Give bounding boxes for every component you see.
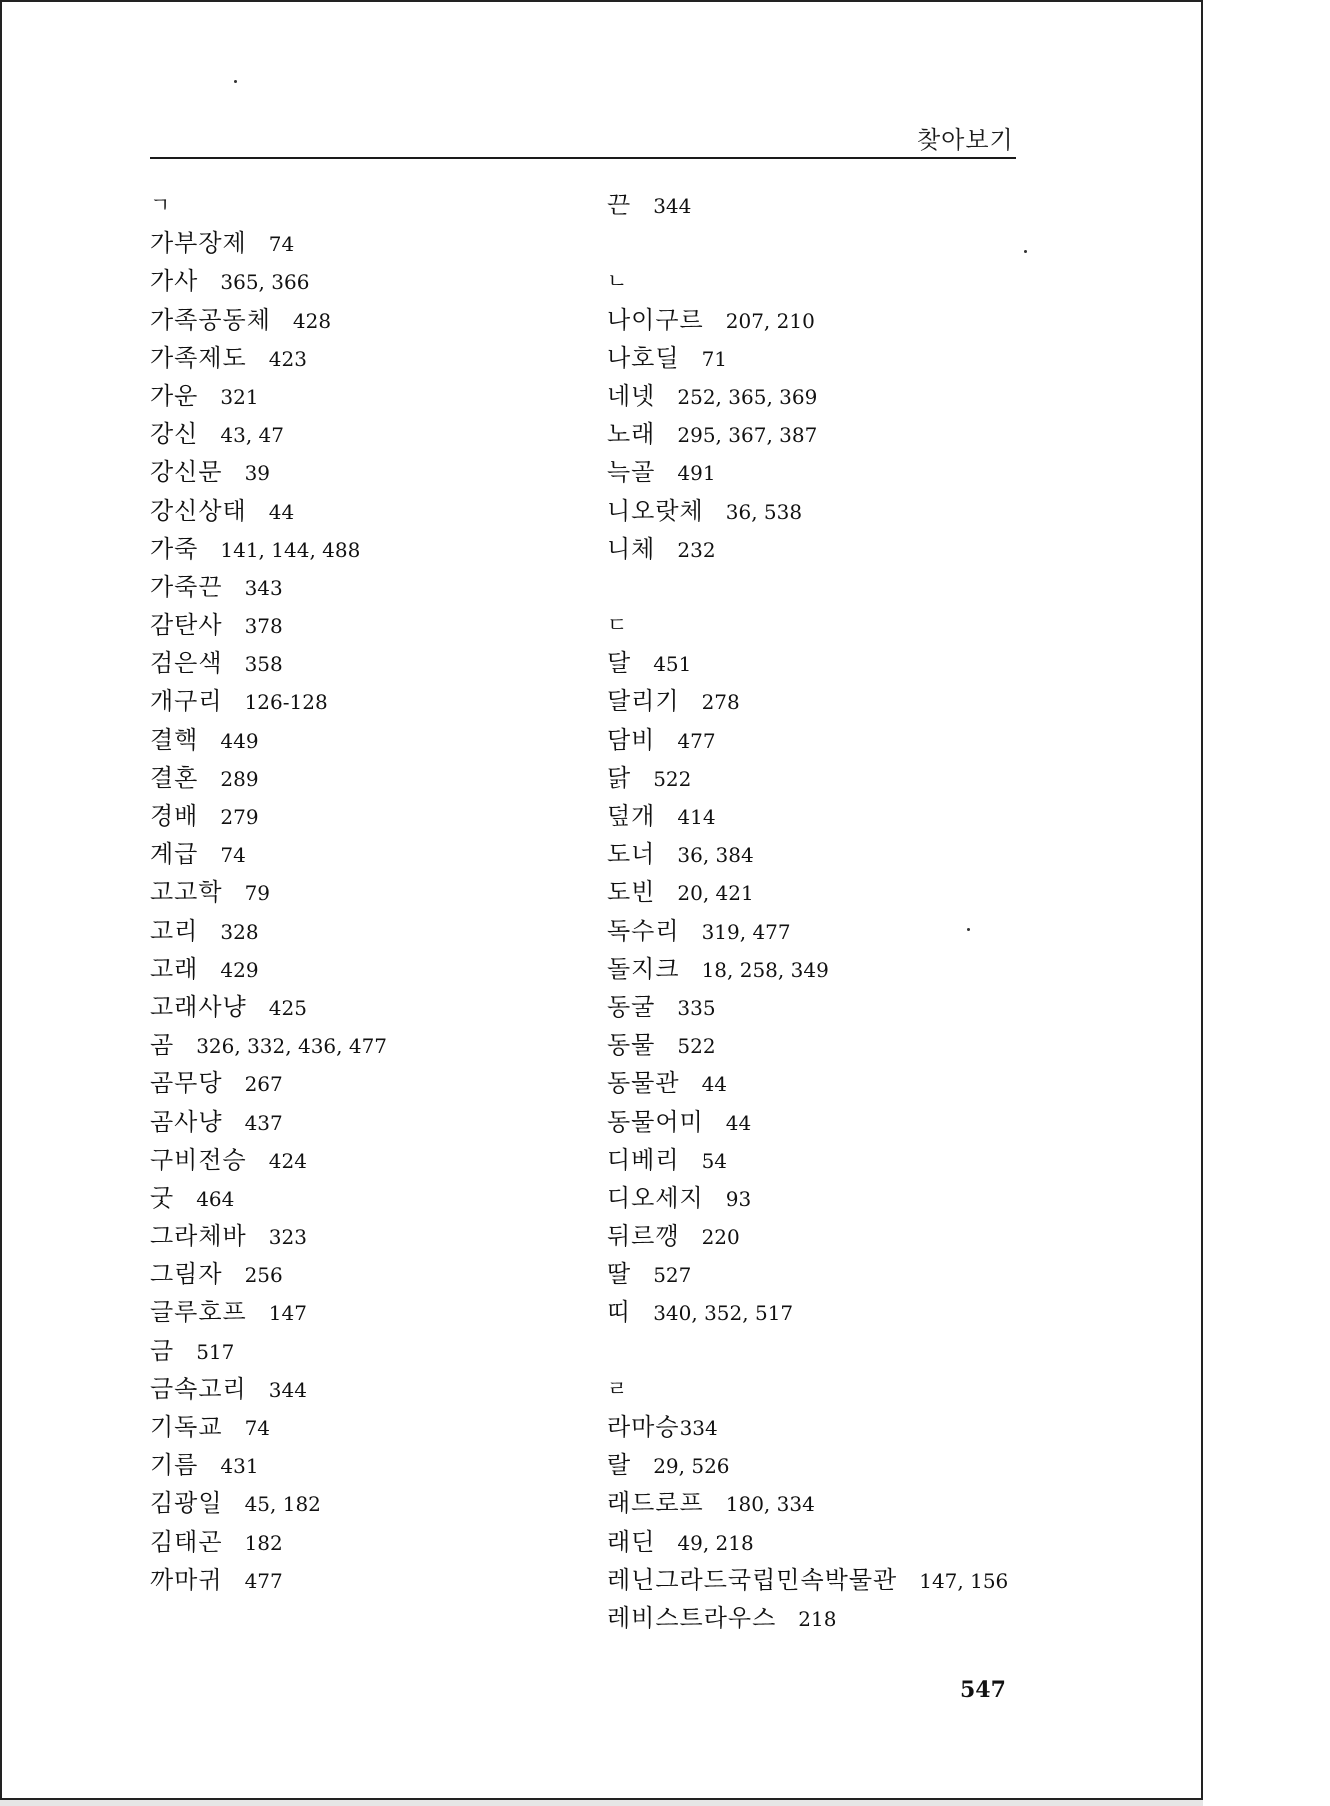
index-term: 고고학 [150,878,223,907]
index-entry [150,1255,630,1293]
index-page-refs: 45, 182 [244,1492,321,1517]
index-page-refs: 343 [244,575,283,600]
index-entry [607,644,1087,682]
index-page-refs: 334 [679,1416,718,1440]
index-page-refs: 207, 210 [725,308,815,333]
index-entry [150,1523,630,1561]
index-term: 그림자 [150,1260,223,1289]
index-page-refs: 414 [677,805,716,829]
index-page-refs: 267 [244,1072,283,1097]
index-entry [150,568,630,606]
index-page-refs: 39 [244,461,271,486]
index-term: 나이구르 [607,305,704,334]
index-page-refs: 423 [268,346,307,371]
index-term: 동물 [607,1031,656,1060]
index-entry [607,1217,1087,1255]
index-page-refs: 232 [677,537,716,562]
index-entry [607,1408,1087,1446]
index-term: 나호딜 [607,343,680,372]
index-term: 개구리 [150,687,223,716]
index-term: 끈 [607,191,632,219]
index-page-refs: 365, 366 [220,270,310,295]
index-term: 딸 [607,1260,632,1289]
index-entry [607,377,1087,415]
index-entry [607,1293,1087,1331]
index-page-refs: 477 [244,1568,283,1593]
index-page-refs: 431 [220,1454,259,1479]
index-term: 김태곤 [150,1527,223,1556]
index-term: 가사 [150,267,199,296]
index-entry [150,530,630,568]
index-entry [150,1026,630,1064]
index-page-refs: 378 [244,614,283,639]
index-term: 계급 [150,840,199,869]
index-page-refs: 220 [701,1225,740,1250]
index-term: 레닌그라드국립민속박물관 [607,1565,898,1594]
index-entry [607,1484,1087,1522]
index-page-refs: 491 [677,461,716,486]
index-page-refs: 252, 365, 369 [677,384,818,409]
index-entry [150,453,630,491]
index-entry [150,1561,630,1599]
index-page-refs: 451 [653,652,692,677]
index-term: 가족공동체 [150,305,271,334]
index-page-refs: 323 [268,1225,307,1250]
index-entry [150,721,630,759]
index-entry [150,1332,630,1370]
index-page-refs: 326, 332, 436, 477 [196,1034,388,1059]
index-term: 돌지크 [607,954,680,983]
page-edge [1203,0,1330,1806]
index-entry [607,988,1087,1026]
index-entry [607,415,1087,453]
index-entry [150,1408,630,1446]
index-term: 디베리 [607,1145,680,1174]
index-page-refs: 44 [268,499,295,524]
index-term: 띠 [607,1298,632,1327]
page-number: 547 [960,1677,1006,1703]
index-page-refs: 49, 218 [677,1530,754,1555]
index-entry [150,1217,630,1255]
index-entry [150,301,630,339]
index-entry [150,682,630,720]
index-page-refs: 449 [220,728,259,753]
index-entry [607,301,1087,339]
index-entry [607,530,1087,568]
index-term: 달 [607,649,632,678]
index-page-refs: 54 [701,1148,728,1173]
index-page-refs: 182 [244,1530,283,1555]
index-entry [607,1103,1087,1141]
index-entry [150,950,630,988]
index-term: 도너 [607,840,656,869]
index-term: 가부장제 [150,229,247,258]
index-page-refs: 218 [798,1606,837,1631]
index-term: 니체 [607,534,656,563]
index-page-refs: 20, 421 [677,881,754,906]
index-entry [607,797,1087,835]
index-page-refs: 428 [292,308,332,333]
index-section-letter [607,1370,1087,1408]
index-term: 감탄사 [150,611,223,640]
index-term: 동물관 [607,1069,680,1098]
index-entry [150,1293,630,1331]
index-entry [607,492,1087,530]
index-entry [150,1370,630,1408]
index-entry [150,1179,630,1217]
index-page-refs: 79 [244,881,271,906]
index-term: 라마승 [607,1413,680,1441]
index-page-refs: 425 [268,995,307,1020]
index-page-refs: 256 [244,1263,283,1288]
index-page-refs: 43, 47 [220,423,284,448]
index-entry [150,1484,630,1522]
index-page-refs: 344 [653,194,692,218]
index-term: 결핵 [150,725,199,754]
index-term: 가죽 [150,534,199,563]
index-entry [607,1026,1087,1064]
running-header-title: 찾아보기 [917,126,1014,154]
index-page-refs: 147 [268,1301,307,1326]
index-page-refs: 147, 156 [919,1568,1009,1593]
index-page-refs: 278 [701,690,740,715]
index-page-refs: 477 [677,728,716,753]
index-term: 래드로프 [607,1489,704,1518]
index-column-left [150,186,630,1599]
index-term: 까마귀 [150,1565,223,1594]
index-spacer [607,1332,1087,1370]
index-entry [607,721,1087,759]
index-entry [150,224,630,262]
index-page-refs: 319, 477 [701,919,791,944]
index-section-letter [607,262,1087,300]
section-letter: ㄱ [150,193,171,217]
index-page-refs: 517 [196,1339,235,1364]
index-entry [607,1064,1087,1102]
index-entry [150,912,630,950]
index-page-refs: 36, 538 [725,499,803,524]
index-entry [150,644,630,682]
index-page-refs: 464 [196,1186,235,1211]
index-entry [607,186,1087,224]
index-page-refs: 18, 258, 349 [701,957,829,982]
index-term: 곰무당 [150,1069,223,1098]
index-term: 담비 [607,725,656,754]
index-entry [607,1141,1087,1179]
index-spacer [607,224,1087,262]
index-entry [607,912,1087,950]
index-term: 결혼 [150,763,199,792]
index-entry [607,1561,1087,1599]
index-page-refs: 328 [220,919,259,944]
index-page-refs: 522 [653,766,692,791]
index-page-refs: 279 [220,805,259,829]
index-page-refs: 295, 367, 387 [677,423,818,448]
index-term: 글루호프 [150,1298,247,1327]
index-entry [150,759,630,797]
index-entry [150,492,630,530]
index-entry [607,873,1087,911]
index-entry [607,1179,1087,1217]
index-term: 고래사냥 [150,992,247,1021]
index-term: 래딘 [607,1527,656,1556]
index-entry [150,377,630,415]
index-page-refs: 527 [653,1263,692,1288]
index-term: 강신문 [150,458,223,487]
index-section-letter [150,186,630,224]
index-page-refs: 74 [268,232,295,257]
index-entry [607,453,1087,491]
index-term: 굿 [150,1183,175,1212]
index-page-refs: 429 [220,957,259,982]
section-letter: ㄴ [607,269,628,294]
index-term: 뒤르깽 [607,1222,680,1251]
index-term: 덮개 [607,802,656,830]
index-term: 달리기 [607,687,680,716]
index-term: 네넷 [607,381,656,410]
scan-speck [234,80,237,83]
header-rule [150,157,1016,159]
index-entry [607,1523,1087,1561]
index-entry [150,1064,630,1102]
index-page-refs: 141, 144, 488 [220,537,361,562]
index-term: 가운 [150,381,199,410]
index-term: 노래 [607,420,656,449]
index-page-refs: 93 [725,1186,752,1211]
index-entry [150,339,630,377]
index-term: 곰 [150,1031,175,1060]
index-term: 동굴 [607,992,656,1021]
index-term: 늑골 [607,458,656,487]
index-page-refs: 74 [244,1416,271,1440]
index-page-refs: 340, 352, 517 [653,1301,794,1326]
index-column-right [607,186,1087,1637]
index-page-refs: 344 [268,1377,307,1402]
index-entry [607,1446,1087,1484]
index-spacer [607,568,1087,606]
index-entry [150,415,630,453]
index-entry [150,988,630,1026]
index-entry [150,835,630,873]
index-page-refs: 180, 334 [725,1492,815,1517]
index-page-refs: 71 [701,346,728,371]
index-term: 금 [150,1336,175,1365]
index-term: 니오랏체 [607,496,704,525]
index-page-refs: 126-128 [244,690,328,715]
index-term: 금속고리 [150,1374,247,1403]
index-entry [607,1255,1087,1293]
index-section-letter [607,606,1087,644]
index-term: 곰사냥 [150,1107,223,1136]
index-page-refs: 335 [677,995,716,1020]
index-term: 레비스트라우스 [607,1603,777,1632]
index-entry [150,1103,630,1141]
index-term: 김광일 [150,1489,223,1518]
index-entry [607,759,1087,797]
section-letter: ㄷ [607,613,628,638]
index-page-refs: 29, 526 [653,1454,730,1479]
index-entry [607,339,1087,377]
index-entry [150,262,630,300]
index-entry [150,1446,630,1484]
index-entry [150,873,630,911]
index-term: 디오세지 [607,1183,704,1212]
index-term: 경배 [150,802,199,830]
index-term: 독수리 [607,916,680,945]
index-page-refs: 44 [725,1110,752,1135]
index-term: 랄 [607,1451,632,1480]
index-page-refs: 522 [677,1034,716,1059]
index-page-refs: 74 [220,843,246,868]
index-term: 고래 [150,954,199,983]
index-entry [607,950,1087,988]
index-term: 닭 [607,763,632,792]
index-term: 도빈 [607,878,656,907]
index-page-refs: 321 [220,384,259,409]
index-entry [150,797,630,835]
index-term: 구비전승 [150,1145,247,1174]
index-entry [607,682,1087,720]
index-entry [150,1141,630,1179]
section-letter: ㄹ [607,1376,628,1401]
index-term: 가족제도 [150,343,247,372]
index-page-refs: 437 [244,1110,283,1135]
index-term: 검은색 [150,649,223,678]
index-term: 기름 [150,1451,199,1480]
index-term: 강신상태 [150,496,247,525]
index-page-refs: 44 [701,1072,728,1097]
index-term: 그라체바 [150,1222,247,1251]
index-term: 동물어미 [607,1107,704,1136]
index-term: 가죽끈 [150,572,223,601]
index-page-refs: 289 [220,766,259,791]
index-page-refs: 358 [244,652,283,677]
index-term: 고리 [150,916,199,945]
index-term: 기독교 [150,1413,223,1441]
index-entry [150,606,630,644]
index-page-refs: 36, 384 [677,843,754,868]
index-term: 강신 [150,420,199,449]
index-entry [607,835,1087,873]
index-page-refs: 424 [268,1148,307,1173]
index-entry [607,1599,1087,1637]
